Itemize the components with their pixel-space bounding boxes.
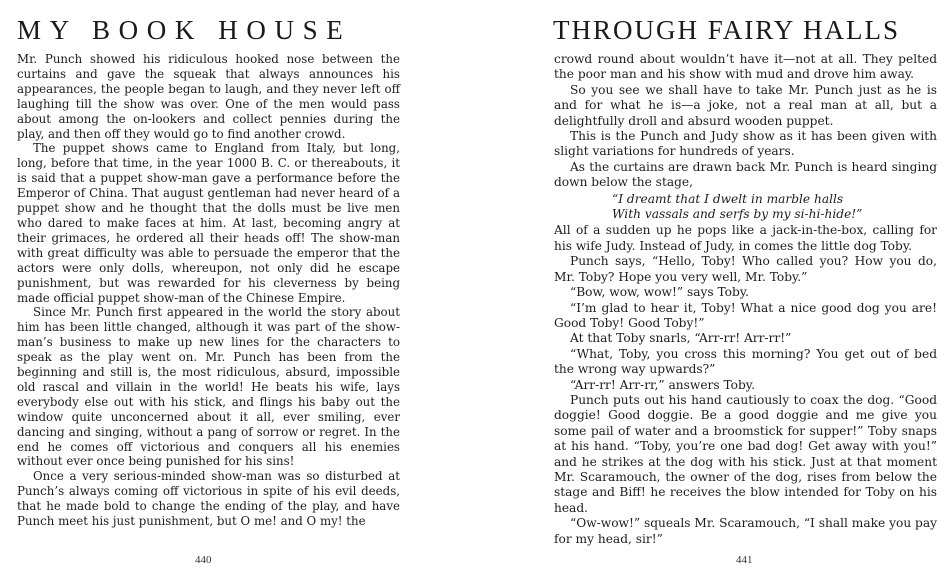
paragraph: Punch puts out his hand cautiously to coax the dog. “Good doggie! Good doggie. Be a good doggie and me give you some pail of water and a broomstick for supper!” Toby snaps at his hand. “Toby, you’re one bad dog! Get away with you!” and he strikes at the dog with his stick. Just at that moment Mr. Scaramouch, the owner of the dog, rises from below the stage and Biff! he receives the blow intended for Toby on his head.	[554, 392, 937, 515]
paragraph: “I’m glad to hear it, Toby! What a nice good dog you are! Good Toby! Good Toby!”	[554, 300, 937, 330]
verse-line: “I dreamt that I dwelt in marble halls	[612, 191, 844, 206]
paragraph: All of a sudden up he pops like a jack-in-the-box, calling for his wife Judy. Instead of Judy, in comes the little dog Toby.	[554, 223, 937, 253]
paragraph: This is the Punch and Judy show as it has been given with slight variations for hundreds of years.	[554, 129, 937, 159]
page-number-left: 440	[195, 554, 212, 566]
paragraph: So you see we shall have to take Mr. Punch just as he is and for what he is—a joke, not a real man at all, but a delightfully droll and absurd wooden puppet.	[554, 82, 937, 128]
left-page-body	[17, 52, 400, 529]
paragraph: As the curtains are drawn back Mr. Punch is heard singing down below the stage,	[554, 159, 937, 190]
running-head-left: MY BOOK HOUSE	[17, 15, 352, 45]
right-page-body	[554, 52, 937, 547]
song-verse	[554, 192, 937, 223]
paragraph: “Ow-wow!” squeals Mr. Scaramouch, “I shall make you pay for my head, sir!”	[554, 516, 937, 546]
paragraph-continuation: crowd round about wouldn’t have it—not at all. They pelted the poor man and his show with mud and drove him away.	[554, 52, 937, 82]
page-number-right: 441	[736, 554, 753, 566]
right-page	[474, 0, 948, 579]
paragraph: Mr. Punch showed his ridiculous hooked nose between the curtains and gave the squeak that always announces his appearances, the people began to laugh, and they never left off laughing till the show was over. One of the men would pass about among the on-lookers and collect pennies during the play, and then off they would go to find another crowd.	[17, 52, 400, 141]
paragraph: The puppet shows came to England from Italy, but long, long, before that time, in the year 1000 B. C. or thereabouts, it is said that a puppet show-man gave a performance before the Emperor of China. That august gentleman had never heard of a puppet show and he thought that the dolls must be live men who dared to make faces at him. At last, becoming angry at their grimaces, he ordered all their heads off! The show-man with great difficulty was able to persuade the emperor that the actors were only dolls, whereupon, not only did he escape punishment, but was rewarded for his cleverness by being made official puppet show-man of the Chinese Empire.	[17, 141, 400, 305]
paragraph: Since Mr. Punch first appeared in the world the story about him has been little changed, although it was part of the show-man’s business to make up new lines for the characters to speak as the play went on. Mr. Punch has been from the beginning and still is, the most ridiculous, absurd, impossible old rascal and villain in the world! He beats his wife, lays everybody else out with his stick, and flings his baby out the window quite unconcerned about it all, ever smiling, ever dancing and singing, without a pang of sorrow or regret. In the end he comes off victorious and conquers all his enemies without ever once being punished for his sins!	[17, 305, 400, 469]
paragraph: “Bow, wow, wow!” says Toby.	[570, 285, 749, 300]
verse-line: With vassals and serfs by my si-hi-hide!”	[612, 207, 863, 222]
paragraph: At that Toby snarls, “Arr-rr! Arr-rr!”	[570, 331, 792, 346]
paragraph: Once a very serious-minded show-man was so disturbed at Punch’s always coming off victorious in spite of his evil deeds, that he made bold to change the ending of the play, and have Punch meet his just punishment, but O me! and O my! the	[17, 469, 400, 529]
paragraph: “Arr-rr! Arr-rr,” answers Toby.	[570, 377, 755, 392]
paragraph: Punch says, “Hello, Toby! Who called you? How you do, Mr. Toby? Hope you very well, Mr. Toby.”	[554, 254, 937, 284]
running-head-right: THROUGH FAIRY HALLS	[553, 15, 901, 45]
paragraph: “What, Toby, you cross this morning? You get out of bed the wrong way upwards?”	[554, 346, 937, 377]
